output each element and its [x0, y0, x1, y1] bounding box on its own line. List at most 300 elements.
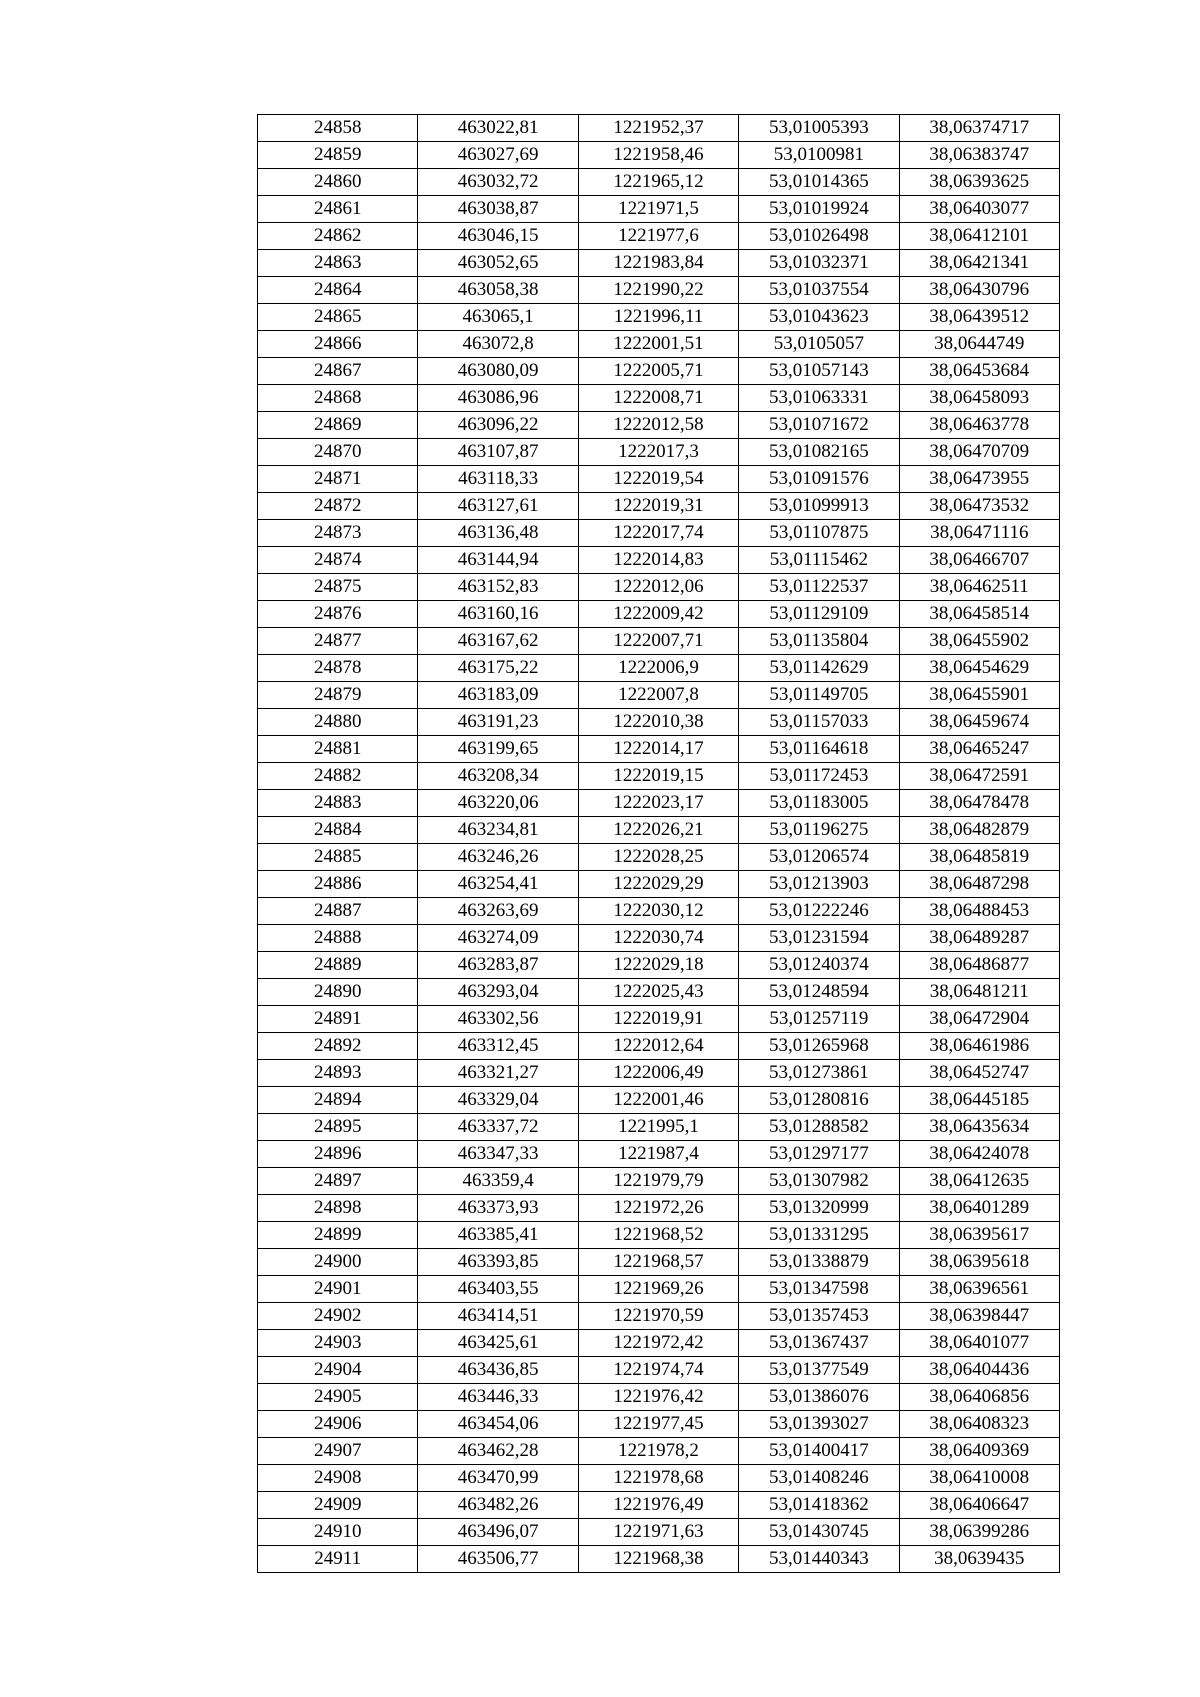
table-row: [258, 1438, 1060, 1465]
point-number-cell: 24885: [258, 844, 418, 871]
latitude-cell: 53,01288582: [739, 1114, 899, 1141]
x-coordinate-cell: 463136,48: [418, 520, 578, 547]
table-row: [258, 709, 1060, 736]
longitude-cell: 38,0639435: [899, 1546, 1059, 1573]
latitude-cell: 53,01019924: [739, 196, 899, 223]
longitude-cell: 38,06453684: [899, 358, 1059, 385]
table-row: [258, 736, 1060, 763]
latitude-cell: 53,01014365: [739, 169, 899, 196]
latitude-cell: 53,01164618: [739, 736, 899, 763]
y-coordinate-cell: 1222012,58: [578, 412, 738, 439]
table-row: [258, 898, 1060, 925]
longitude-cell: 38,06395618: [899, 1249, 1059, 1276]
y-coordinate-cell: 1221974,74: [578, 1357, 738, 1384]
longitude-cell: 38,06412101: [899, 223, 1059, 250]
longitude-cell: 38,06412635: [899, 1168, 1059, 1195]
longitude-cell: 38,06395617: [899, 1222, 1059, 1249]
y-coordinate-cell: 1221972,42: [578, 1330, 738, 1357]
longitude-cell: 38,06478478: [899, 790, 1059, 817]
y-coordinate-cell: 1222014,83: [578, 547, 738, 574]
table-row: [258, 1546, 1060, 1573]
x-coordinate-cell: 463436,85: [418, 1357, 578, 1384]
y-coordinate-cell: 1221968,38: [578, 1546, 738, 1573]
y-coordinate-cell: 1222005,71: [578, 358, 738, 385]
longitude-cell: 38,06383747: [899, 142, 1059, 169]
x-coordinate-cell: 463144,94: [418, 547, 578, 574]
table-row: [258, 1060, 1060, 1087]
longitude-cell: 38,06406647: [899, 1492, 1059, 1519]
table-row: [258, 466, 1060, 493]
latitude-cell: 53,01430745: [739, 1519, 899, 1546]
latitude-cell: 53,01248594: [739, 979, 899, 1006]
table-row: [258, 1033, 1060, 1060]
latitude-cell: 53,01122537: [739, 574, 899, 601]
point-number-cell: 24881: [258, 736, 418, 763]
table-row: [258, 196, 1060, 223]
latitude-cell: 53,01099913: [739, 493, 899, 520]
latitude-cell: 53,01082165: [739, 439, 899, 466]
y-coordinate-cell: 1221976,42: [578, 1384, 738, 1411]
x-coordinate-cell: 463393,85: [418, 1249, 578, 1276]
x-coordinate-cell: 463118,33: [418, 466, 578, 493]
point-number-cell: 24863: [258, 250, 418, 277]
y-coordinate-cell: 1221968,52: [578, 1222, 738, 1249]
longitude-cell: 38,06459674: [899, 709, 1059, 736]
x-coordinate-cell: 463454,06: [418, 1411, 578, 1438]
y-coordinate-cell: 1222019,31: [578, 493, 738, 520]
longitude-cell: 38,06404436: [899, 1357, 1059, 1384]
longitude-cell: 38,06439512: [899, 304, 1059, 331]
y-coordinate-cell: 1222014,17: [578, 736, 738, 763]
point-number-cell: 24859: [258, 142, 418, 169]
latitude-cell: 53,01206574: [739, 844, 899, 871]
table-row: [258, 142, 1060, 169]
latitude-cell: 53,01338879: [739, 1249, 899, 1276]
table-row: [258, 952, 1060, 979]
x-coordinate-cell: 463312,45: [418, 1033, 578, 1060]
latitude-cell: 53,01367437: [739, 1330, 899, 1357]
x-coordinate-cell: 463347,33: [418, 1141, 578, 1168]
latitude-cell: 53,01418362: [739, 1492, 899, 1519]
y-coordinate-cell: 1222017,74: [578, 520, 738, 547]
y-coordinate-cell: 1221987,4: [578, 1141, 738, 1168]
x-coordinate-cell: 463462,28: [418, 1438, 578, 1465]
point-number-cell: 24895: [258, 1114, 418, 1141]
point-number-cell: 24904: [258, 1357, 418, 1384]
point-number-cell: 24862: [258, 223, 418, 250]
point-number-cell: 24902: [258, 1303, 418, 1330]
table-row: [258, 979, 1060, 1006]
x-coordinate-cell: 463359,4: [418, 1168, 578, 1195]
point-number-cell: 24894: [258, 1087, 418, 1114]
table-row: [258, 331, 1060, 358]
longitude-cell: 38,06424078: [899, 1141, 1059, 1168]
longitude-cell: 38,06410008: [899, 1465, 1059, 1492]
latitude-cell: 53,01129109: [739, 601, 899, 628]
point-number-cell: 24891: [258, 1006, 418, 1033]
y-coordinate-cell: 1222006,49: [578, 1060, 738, 1087]
table-row: [258, 1276, 1060, 1303]
x-coordinate-cell: 463329,04: [418, 1087, 578, 1114]
x-coordinate-cell: 463254,41: [418, 871, 578, 898]
table-row: [258, 1249, 1060, 1276]
longitude-cell: 38,06403077: [899, 196, 1059, 223]
x-coordinate-cell: 463027,69: [418, 142, 578, 169]
x-coordinate-cell: 463321,27: [418, 1060, 578, 1087]
y-coordinate-cell: 1221976,49: [578, 1492, 738, 1519]
longitude-cell: 38,06430796: [899, 277, 1059, 304]
point-number-cell: 24872: [258, 493, 418, 520]
x-coordinate-cell: 463032,72: [418, 169, 578, 196]
point-number-cell: 24909: [258, 1492, 418, 1519]
latitude-cell: 53,01172453: [739, 763, 899, 790]
y-coordinate-cell: 1221983,84: [578, 250, 738, 277]
point-number-cell: 24887: [258, 898, 418, 925]
longitude-cell: 38,06466707: [899, 547, 1059, 574]
longitude-cell: 38,06485819: [899, 844, 1059, 871]
latitude-cell: 53,01043623: [739, 304, 899, 331]
point-number-cell: 24910: [258, 1519, 418, 1546]
y-coordinate-cell: 1222012,64: [578, 1033, 738, 1060]
point-number-cell: 24880: [258, 709, 418, 736]
latitude-cell: 53,01222246: [739, 898, 899, 925]
x-coordinate-cell: 463425,61: [418, 1330, 578, 1357]
y-coordinate-cell: 1222019,91: [578, 1006, 738, 1033]
latitude-cell: 53,01196275: [739, 817, 899, 844]
point-number-cell: 24879: [258, 682, 418, 709]
y-coordinate-cell: 1221978,68: [578, 1465, 738, 1492]
table-row: [258, 925, 1060, 952]
y-coordinate-cell: 1221979,79: [578, 1168, 738, 1195]
longitude-cell: 38,06408323: [899, 1411, 1059, 1438]
point-number-cell: 24865: [258, 304, 418, 331]
y-coordinate-cell: 1222001,46: [578, 1087, 738, 1114]
latitude-cell: 53,01273861: [739, 1060, 899, 1087]
latitude-cell: 53,01331295: [739, 1222, 899, 1249]
y-coordinate-cell: 1222010,38: [578, 709, 738, 736]
table-row: [258, 250, 1060, 277]
longitude-cell: 38,06401289: [899, 1195, 1059, 1222]
longitude-cell: 38,06489287: [899, 925, 1059, 952]
y-coordinate-cell: 1222030,74: [578, 925, 738, 952]
point-number-cell: 24869: [258, 412, 418, 439]
table-row: [258, 304, 1060, 331]
x-coordinate-cell: 463175,22: [418, 655, 578, 682]
x-coordinate-cell: 463496,07: [418, 1519, 578, 1546]
latitude-cell: 53,01063331: [739, 385, 899, 412]
x-coordinate-cell: 463046,15: [418, 223, 578, 250]
point-number-cell: 24883: [258, 790, 418, 817]
x-coordinate-cell: 463373,93: [418, 1195, 578, 1222]
table-row: [258, 682, 1060, 709]
x-coordinate-cell: 463482,26: [418, 1492, 578, 1519]
longitude-cell: 38,06488453: [899, 898, 1059, 925]
point-number-cell: 24892: [258, 1033, 418, 1060]
y-coordinate-cell: 1222006,9: [578, 655, 738, 682]
x-coordinate-cell: 463152,83: [418, 574, 578, 601]
table-row: [258, 223, 1060, 250]
table-row: [258, 358, 1060, 385]
point-number-cell: 24896: [258, 1141, 418, 1168]
y-coordinate-cell: 1222019,54: [578, 466, 738, 493]
point-number-cell: 24889: [258, 952, 418, 979]
y-coordinate-cell: 1222026,21: [578, 817, 738, 844]
table-row: [258, 1411, 1060, 1438]
point-number-cell: 24908: [258, 1465, 418, 1492]
table-row: [258, 1141, 1060, 1168]
x-coordinate-cell: 463065,1: [418, 304, 578, 331]
y-coordinate-cell: 1222007,8: [578, 682, 738, 709]
y-coordinate-cell: 1221978,2: [578, 1438, 738, 1465]
table-row: [258, 871, 1060, 898]
table-row: [258, 601, 1060, 628]
table-row: [258, 628, 1060, 655]
x-coordinate-cell: 463246,26: [418, 844, 578, 871]
latitude-cell: 53,0100981: [739, 142, 899, 169]
latitude-cell: 53,01320999: [739, 1195, 899, 1222]
y-coordinate-cell: 1221968,57: [578, 1249, 738, 1276]
x-coordinate-cell: 463072,8: [418, 331, 578, 358]
x-coordinate-cell: 463234,81: [418, 817, 578, 844]
point-number-cell: 24898: [258, 1195, 418, 1222]
longitude-cell: 38,06454629: [899, 655, 1059, 682]
x-coordinate-cell: 463052,65: [418, 250, 578, 277]
latitude-cell: 53,01135804: [739, 628, 899, 655]
longitude-cell: 38,06481211: [899, 979, 1059, 1006]
point-number-cell: 24911: [258, 1546, 418, 1573]
longitude-cell: 38,06472591: [899, 763, 1059, 790]
latitude-cell: 53,01183005: [739, 790, 899, 817]
x-coordinate-cell: 463058,38: [418, 277, 578, 304]
point-number-cell: 24864: [258, 277, 418, 304]
y-coordinate-cell: 1221958,46: [578, 142, 738, 169]
latitude-cell: 53,01213903: [739, 871, 899, 898]
latitude-cell: 53,01440343: [739, 1546, 899, 1573]
table-row: [258, 493, 1060, 520]
point-number-cell: 24878: [258, 655, 418, 682]
latitude-cell: 53,01240374: [739, 952, 899, 979]
x-coordinate-cell: 463414,51: [418, 1303, 578, 1330]
table-row: [258, 1357, 1060, 1384]
table-row: [258, 1195, 1060, 1222]
latitude-cell: 53,01265968: [739, 1033, 899, 1060]
table-row: [258, 520, 1060, 547]
table-row: [258, 115, 1060, 142]
latitude-cell: 53,01307982: [739, 1168, 899, 1195]
y-coordinate-cell: 1222030,12: [578, 898, 738, 925]
x-coordinate-cell: 463274,09: [418, 925, 578, 952]
table-row: [258, 1114, 1060, 1141]
y-coordinate-cell: 1222017,3: [578, 439, 738, 466]
y-coordinate-cell: 1221990,22: [578, 277, 738, 304]
point-number-cell: 24861: [258, 196, 418, 223]
x-coordinate-cell: 463385,41: [418, 1222, 578, 1249]
latitude-cell: 53,01026498: [739, 223, 899, 250]
longitude-cell: 38,06455902: [899, 628, 1059, 655]
longitude-cell: 38,06462511: [899, 574, 1059, 601]
y-coordinate-cell: 1222025,43: [578, 979, 738, 1006]
y-coordinate-cell: 1222019,15: [578, 763, 738, 790]
y-coordinate-cell: 1221952,37: [578, 115, 738, 142]
coordinates-table-body: [258, 115, 1060, 1573]
table-row: [258, 1303, 1060, 1330]
x-coordinate-cell: 463470,99: [418, 1465, 578, 1492]
x-coordinate-cell: 463220,06: [418, 790, 578, 817]
table-row: [258, 1492, 1060, 1519]
latitude-cell: 53,01347598: [739, 1276, 899, 1303]
table-row: [258, 1330, 1060, 1357]
x-coordinate-cell: 463127,61: [418, 493, 578, 520]
point-number-cell: 24899: [258, 1222, 418, 1249]
table-row: [258, 1519, 1060, 1546]
table-row: [258, 1087, 1060, 1114]
longitude-cell: 38,06396561: [899, 1276, 1059, 1303]
longitude-cell: 38,06461986: [899, 1033, 1059, 1060]
point-number-cell: 24860: [258, 169, 418, 196]
x-coordinate-cell: 463080,09: [418, 358, 578, 385]
latitude-cell: 53,01393027: [739, 1411, 899, 1438]
latitude-cell: 53,01408246: [739, 1465, 899, 1492]
table-row: [258, 763, 1060, 790]
longitude-cell: 38,06398447: [899, 1303, 1059, 1330]
x-coordinate-cell: 463086,96: [418, 385, 578, 412]
y-coordinate-cell: 1222028,25: [578, 844, 738, 871]
x-coordinate-cell: 463183,09: [418, 682, 578, 709]
latitude-cell: 53,01142629: [739, 655, 899, 682]
longitude-cell: 38,06455901: [899, 682, 1059, 709]
point-number-cell: 24893: [258, 1060, 418, 1087]
table-row: [258, 439, 1060, 466]
longitude-cell: 38,06401077: [899, 1330, 1059, 1357]
point-number-cell: 24882: [258, 763, 418, 790]
y-coordinate-cell: 1222029,29: [578, 871, 738, 898]
x-coordinate-cell: 463191,23: [418, 709, 578, 736]
longitude-cell: 38,06409369: [899, 1438, 1059, 1465]
point-number-cell: 24903: [258, 1330, 418, 1357]
coordinates-table: [257, 114, 1060, 1573]
table-row: [258, 1222, 1060, 1249]
y-coordinate-cell: 1222001,51: [578, 331, 738, 358]
point-number-cell: 24870: [258, 439, 418, 466]
x-coordinate-cell: 463107,87: [418, 439, 578, 466]
y-coordinate-cell: 1221972,26: [578, 1195, 738, 1222]
longitude-cell: 38,06473955: [899, 466, 1059, 493]
x-coordinate-cell: 463403,55: [418, 1276, 578, 1303]
point-number-cell: 24897: [258, 1168, 418, 1195]
point-number-cell: 24874: [258, 547, 418, 574]
y-coordinate-cell: 1221996,11: [578, 304, 738, 331]
y-coordinate-cell: 1222007,71: [578, 628, 738, 655]
x-coordinate-cell: 463446,33: [418, 1384, 578, 1411]
y-coordinate-cell: 1222009,42: [578, 601, 738, 628]
table-row: [258, 817, 1060, 844]
table-row: [258, 1006, 1060, 1033]
point-number-cell: 24875: [258, 574, 418, 601]
table-row: [258, 1168, 1060, 1195]
table-row: [258, 385, 1060, 412]
x-coordinate-cell: 463208,34: [418, 763, 578, 790]
table-row: [258, 169, 1060, 196]
longitude-cell: 38,06452747: [899, 1060, 1059, 1087]
latitude-cell: 53,01280816: [739, 1087, 899, 1114]
longitude-cell: 38,06472904: [899, 1006, 1059, 1033]
latitude-cell: 53,01377549: [739, 1357, 899, 1384]
longitude-cell: 38,06482879: [899, 817, 1059, 844]
y-coordinate-cell: 1221970,59: [578, 1303, 738, 1330]
y-coordinate-cell: 1221977,6: [578, 223, 738, 250]
table-row: [258, 412, 1060, 439]
x-coordinate-cell: 463302,56: [418, 1006, 578, 1033]
point-number-cell: 24876: [258, 601, 418, 628]
longitude-cell: 38,06435634: [899, 1114, 1059, 1141]
point-number-cell: 24886: [258, 871, 418, 898]
table-row: [258, 574, 1060, 601]
latitude-cell: 53,01257119: [739, 1006, 899, 1033]
table-row: [258, 1384, 1060, 1411]
x-coordinate-cell: 463337,72: [418, 1114, 578, 1141]
latitude-cell: 53,01149705: [739, 682, 899, 709]
latitude-cell: 53,01091576: [739, 466, 899, 493]
point-number-cell: 24906: [258, 1411, 418, 1438]
latitude-cell: 53,01005393: [739, 115, 899, 142]
longitude-cell: 38,06374717: [899, 115, 1059, 142]
longitude-cell: 38,06463778: [899, 412, 1059, 439]
longitude-cell: 38,06470709: [899, 439, 1059, 466]
longitude-cell: 38,0644749: [899, 331, 1059, 358]
latitude-cell: 53,01231594: [739, 925, 899, 952]
point-number-cell: 24868: [258, 385, 418, 412]
latitude-cell: 53,01032371: [739, 250, 899, 277]
x-coordinate-cell: 463022,81: [418, 115, 578, 142]
x-coordinate-cell: 463199,65: [418, 736, 578, 763]
point-number-cell: 24873: [258, 520, 418, 547]
table-row: [258, 547, 1060, 574]
point-number-cell: 24877: [258, 628, 418, 655]
table-row: [258, 277, 1060, 304]
point-number-cell: 24907: [258, 1438, 418, 1465]
point-number-cell: 24858: [258, 115, 418, 142]
table-row: [258, 844, 1060, 871]
y-coordinate-cell: 1221977,45: [578, 1411, 738, 1438]
longitude-cell: 38,06473532: [899, 493, 1059, 520]
latitude-cell: 53,01071672: [739, 412, 899, 439]
latitude-cell: 53,0105057: [739, 331, 899, 358]
point-number-cell: 24871: [258, 466, 418, 493]
latitude-cell: 53,01057143: [739, 358, 899, 385]
point-number-cell: 24900: [258, 1249, 418, 1276]
longitude-cell: 38,06393625: [899, 169, 1059, 196]
x-coordinate-cell: 463263,69: [418, 898, 578, 925]
latitude-cell: 53,01157033: [739, 709, 899, 736]
point-number-cell: 24890: [258, 979, 418, 1006]
longitude-cell: 38,06465247: [899, 736, 1059, 763]
longitude-cell: 38,06421341: [899, 250, 1059, 277]
y-coordinate-cell: 1221971,5: [578, 196, 738, 223]
point-number-cell: 24901: [258, 1276, 418, 1303]
latitude-cell: 53,01400417: [739, 1438, 899, 1465]
x-coordinate-cell: 463160,16: [418, 601, 578, 628]
longitude-cell: 38,06458514: [899, 601, 1059, 628]
y-coordinate-cell: 1221969,26: [578, 1276, 738, 1303]
longitude-cell: 38,06445185: [899, 1087, 1059, 1114]
latitude-cell: 53,01037554: [739, 277, 899, 304]
longitude-cell: 38,06406856: [899, 1384, 1059, 1411]
y-coordinate-cell: 1222029,18: [578, 952, 738, 979]
x-coordinate-cell: 463283,87: [418, 952, 578, 979]
table-row: [258, 1465, 1060, 1492]
latitude-cell: 53,01386076: [739, 1384, 899, 1411]
point-number-cell: 24867: [258, 358, 418, 385]
